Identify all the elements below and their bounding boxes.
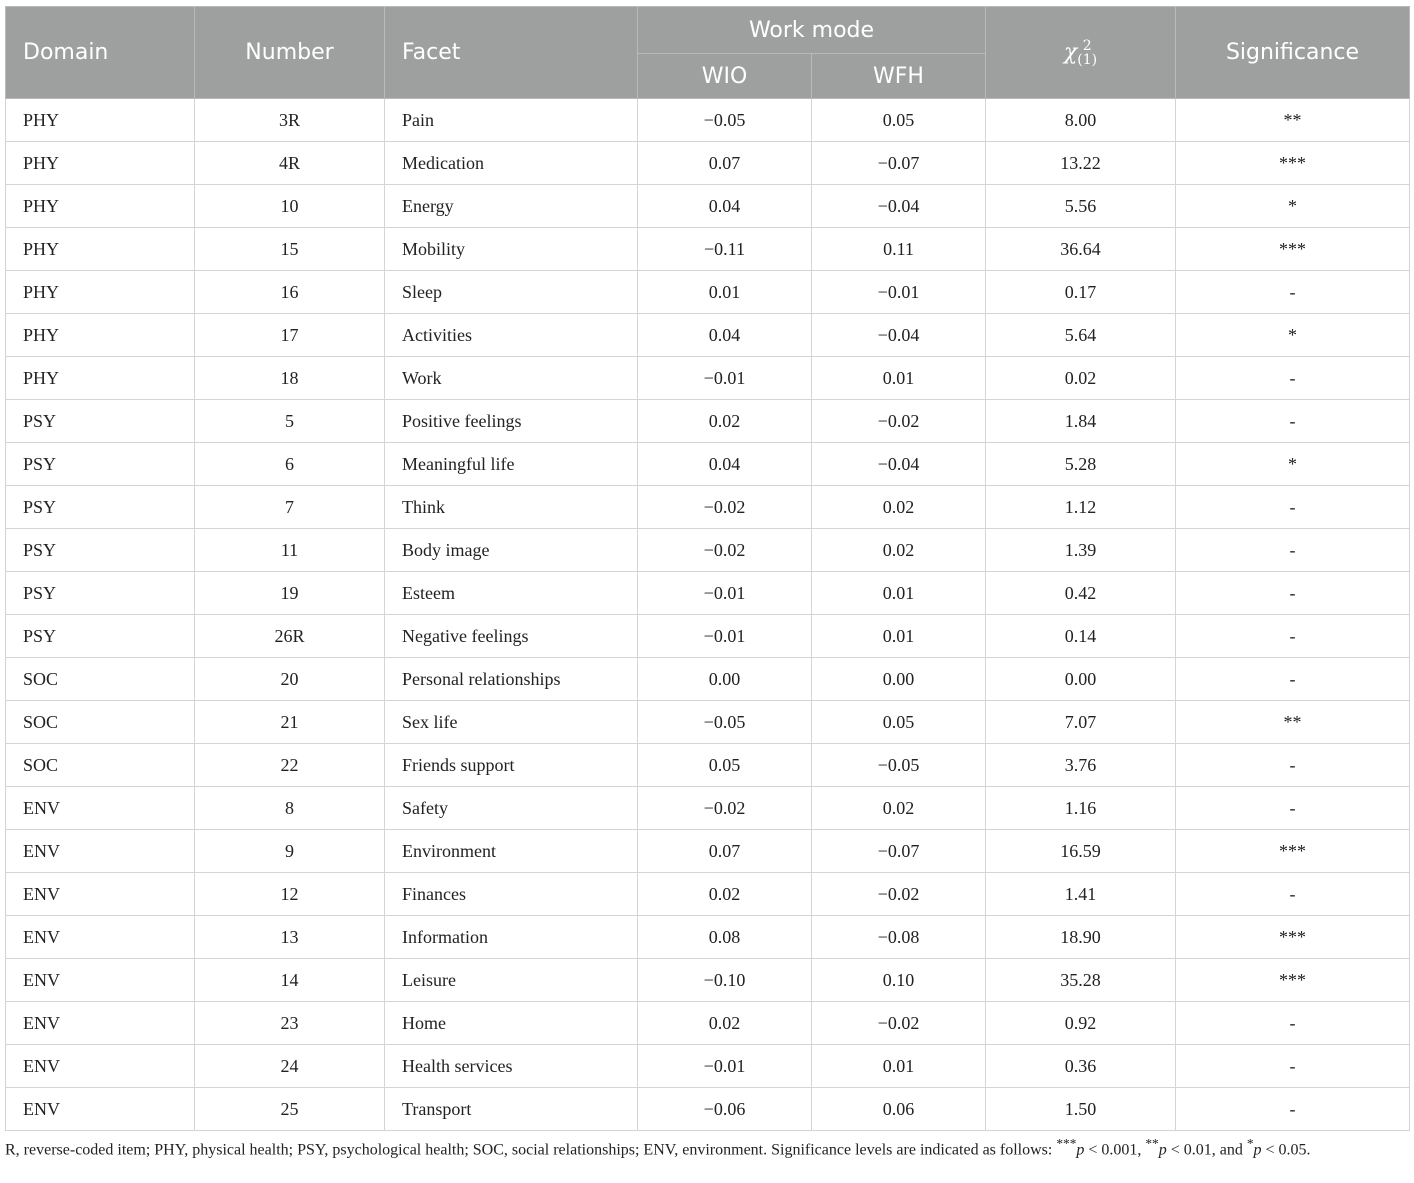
cell-wfh: 0.00 [812, 658, 986, 701]
cell-significance: - [1176, 787, 1410, 830]
cell-significance: *** [1176, 142, 1410, 185]
cell-number: 14 [195, 959, 385, 1002]
cell-domain: PHY [6, 228, 195, 271]
cell-domain: ENV [6, 830, 195, 873]
cell-domain: PSY [6, 486, 195, 529]
footnote-p-symbol: p [1158, 1141, 1167, 1159]
footnote-sig3-cond: < 0.001, [1084, 1141, 1146, 1159]
cell-significance: - [1176, 744, 1410, 787]
cell-wio: 0.02 [638, 400, 812, 443]
cell-wfh: 0.01 [812, 615, 986, 658]
cell-wio: 0.05 [638, 744, 812, 787]
cell-wio: 0.04 [638, 443, 812, 486]
footnote-sig1-stars: * [1246, 1136, 1254, 1151]
cell-facet: Environment [385, 830, 638, 873]
cell-wfh: −0.02 [812, 1002, 986, 1045]
table-row [6, 916, 1410, 959]
table-row [6, 443, 1410, 486]
cell-wio: −0.10 [638, 959, 812, 1002]
cell-wio: 0.02 [638, 1002, 812, 1045]
table-row [6, 486, 1410, 529]
cell-wio: −0.02 [638, 787, 812, 830]
table-row [6, 314, 1410, 357]
cell-significance: *** [1176, 916, 1410, 959]
footnote-sig1-cond: < 0.05. [1261, 1141, 1311, 1159]
col-header-wio: WIO [638, 54, 812, 99]
table-row [6, 185, 1410, 228]
cell-wio: 0.08 [638, 916, 812, 959]
cell-facet: Medication [385, 142, 638, 185]
cell-chi-square: 16.59 [986, 830, 1176, 873]
table-row [6, 228, 1410, 271]
cell-significance: * [1176, 443, 1410, 486]
cell-facet: Leisure [385, 959, 638, 1002]
cell-chi-square: 3.76 [986, 744, 1176, 787]
cell-significance: - [1176, 1045, 1410, 1088]
cell-wfh: −0.04 [812, 185, 986, 228]
table-row [6, 572, 1410, 615]
col-header-domain: Domain [6, 7, 195, 99]
cell-wio: −0.01 [638, 615, 812, 658]
cell-wfh: −0.07 [812, 830, 986, 873]
cell-wfh: 0.05 [812, 701, 986, 744]
cell-wfh: −0.04 [812, 314, 986, 357]
cell-chi-square: 18.90 [986, 916, 1176, 959]
cell-wio: 0.01 [638, 271, 812, 314]
cell-facet: Think [385, 486, 638, 529]
table-row [6, 830, 1410, 873]
table-footnote [5, 1131, 1409, 1163]
col-header-facet: Facet [385, 7, 638, 99]
cell-significance: - [1176, 529, 1410, 572]
cell-wfh: 0.06 [812, 1088, 986, 1131]
cell-chi-square: 5.64 [986, 314, 1176, 357]
cell-number: 11 [195, 529, 385, 572]
cell-domain: ENV [6, 1088, 195, 1131]
cell-facet: Body image [385, 529, 638, 572]
cell-facet: Positive feelings [385, 400, 638, 443]
cell-wfh: −0.02 [812, 400, 986, 443]
cell-number: 9 [195, 830, 385, 873]
cell-number: 19 [195, 572, 385, 615]
cell-wfh: 0.05 [812, 99, 986, 142]
cell-significance: *** [1176, 228, 1410, 271]
cell-facet: Meaningful life [385, 443, 638, 486]
cell-chi-square: 35.28 [986, 959, 1176, 1002]
cell-wfh: 0.02 [812, 529, 986, 572]
col-header-number: Number [195, 7, 385, 99]
cell-wio: 0.04 [638, 314, 812, 357]
col-header-significance: Significance [1176, 7, 1410, 99]
cell-facet: Home [385, 1002, 638, 1045]
cell-wio: −0.11 [638, 228, 812, 271]
chi-superscript: 2 [1082, 37, 1092, 54]
cell-number: 23 [195, 1002, 385, 1045]
cell-facet: Health services [385, 1045, 638, 1088]
cell-domain: SOC [6, 744, 195, 787]
cell-domain: ENV [6, 959, 195, 1002]
table-row [6, 271, 1410, 314]
cell-number: 4R [195, 142, 385, 185]
cell-wio: −0.05 [638, 701, 812, 744]
table-row [6, 701, 1410, 744]
cell-domain: PHY [6, 271, 195, 314]
cell-facet: Sleep [385, 271, 638, 314]
table-row [6, 400, 1410, 443]
cell-number: 5 [195, 400, 385, 443]
footnote-p-symbol: p [1076, 1141, 1085, 1159]
cell-wfh: −0.04 [812, 443, 986, 486]
cell-wio: −0.05 [638, 99, 812, 142]
table-body [6, 99, 1410, 1131]
cell-domain: PSY [6, 400, 195, 443]
cell-chi-square: 0.42 [986, 572, 1176, 615]
cell-wio: 0.02 [638, 873, 812, 916]
cell-facet: Friends support [385, 744, 638, 787]
footnote-sig3-stars: *** [1056, 1136, 1077, 1151]
table-row [6, 873, 1410, 916]
cell-wfh: 0.11 [812, 228, 986, 271]
cell-significance: - [1176, 486, 1410, 529]
table-row [6, 357, 1410, 400]
chi-square-symbol [1063, 37, 1098, 68]
cell-facet: Work [385, 357, 638, 400]
cell-wio: 0.04 [638, 185, 812, 228]
cell-facet: Transport [385, 1088, 638, 1131]
cell-chi-square: 5.56 [986, 185, 1176, 228]
cell-chi-square: 7.07 [986, 701, 1176, 744]
cell-number: 10 [195, 185, 385, 228]
chi-subscript: (1) [1077, 51, 1098, 68]
chi-letter: χ [1063, 39, 1078, 65]
table-row [6, 1088, 1410, 1131]
cell-significance: - [1176, 658, 1410, 701]
cell-wfh: 0.10 [812, 959, 986, 1002]
cell-chi-square: 1.39 [986, 529, 1176, 572]
cell-number: 26R [195, 615, 385, 658]
cell-wio: 0.07 [638, 142, 812, 185]
cell-wfh: 0.01 [812, 1045, 986, 1088]
cell-chi-square: 1.41 [986, 873, 1176, 916]
cell-wfh: −0.02 [812, 873, 986, 916]
cell-facet: Safety [385, 787, 638, 830]
cell-chi-square: 1.12 [986, 486, 1176, 529]
cell-number: 18 [195, 357, 385, 400]
cell-chi-square: 36.64 [986, 228, 1176, 271]
cell-significance: - [1176, 1002, 1410, 1045]
cell-significance: * [1176, 185, 1410, 228]
cell-domain: PSY [6, 615, 195, 658]
cell-wfh: 0.02 [812, 486, 986, 529]
cell-significance: - [1176, 572, 1410, 615]
cell-domain: ENV [6, 1002, 195, 1045]
cell-significance: *** [1176, 830, 1410, 873]
col-header-wfh: WFH [812, 54, 986, 99]
cell-significance: * [1176, 314, 1410, 357]
cell-significance: - [1176, 357, 1410, 400]
cell-wfh: 0.01 [812, 572, 986, 615]
cell-domain: ENV [6, 787, 195, 830]
cell-facet: Activities [385, 314, 638, 357]
cell-number: 12 [195, 873, 385, 916]
cell-chi-square: 0.00 [986, 658, 1176, 701]
cell-domain: PSY [6, 572, 195, 615]
cell-wfh: −0.05 [812, 744, 986, 787]
cell-facet: Negative feelings [385, 615, 638, 658]
cell-domain: PSY [6, 443, 195, 486]
cell-chi-square: 5.28 [986, 443, 1176, 486]
cell-number: 6 [195, 443, 385, 486]
cell-wio: 0.07 [638, 830, 812, 873]
cell-significance: - [1176, 400, 1410, 443]
cell-significance: - [1176, 615, 1410, 658]
table-container [5, 6, 1409, 1131]
cell-number: 21 [195, 701, 385, 744]
cell-facet: Mobility [385, 228, 638, 271]
cell-wio: −0.02 [638, 529, 812, 572]
cell-number: 8 [195, 787, 385, 830]
cell-chi-square: 0.36 [986, 1045, 1176, 1088]
cell-significance: - [1176, 271, 1410, 314]
cell-number: 24 [195, 1045, 385, 1088]
cell-facet: Personal relationships [385, 658, 638, 701]
cell-domain: PSY [6, 529, 195, 572]
cell-wio: −0.01 [638, 1045, 812, 1088]
cell-domain: PHY [6, 142, 195, 185]
cell-wio: −0.01 [638, 357, 812, 400]
cell-domain: PHY [6, 357, 195, 400]
cell-number: 17 [195, 314, 385, 357]
footnote-abbreviations: R, reverse-coded item; PHY, physical health; PSY, psychological health; SOC, social relationships; ENV, environment. Significance levels are indicated as follows: [5, 1141, 1057, 1159]
table-row [6, 959, 1410, 1002]
table-header [6, 7, 1410, 99]
cell-chi-square: 1.50 [986, 1088, 1176, 1131]
cell-number: 15 [195, 228, 385, 271]
cell-domain: PHY [6, 314, 195, 357]
cell-wio: −0.02 [638, 486, 812, 529]
cell-facet: Pain [385, 99, 638, 142]
footnote-p-symbol: p [1253, 1141, 1262, 1159]
table-row [6, 529, 1410, 572]
cell-number: 3R [195, 99, 385, 142]
cell-chi-square: 1.16 [986, 787, 1176, 830]
results-table [5, 6, 1410, 1131]
cell-domain: ENV [6, 1045, 195, 1088]
cell-chi-square: 0.17 [986, 271, 1176, 314]
cell-domain: SOC [6, 701, 195, 744]
footnote-sig2-cond: < 0.01, and [1166, 1141, 1247, 1159]
cell-number: 22 [195, 744, 385, 787]
cell-significance: *** [1176, 959, 1410, 1002]
cell-domain: ENV [6, 916, 195, 959]
cell-wfh: −0.07 [812, 142, 986, 185]
cell-number: 7 [195, 486, 385, 529]
cell-significance: ** [1176, 99, 1410, 142]
cell-chi-square: 0.92 [986, 1002, 1176, 1045]
cell-significance: - [1176, 873, 1410, 916]
cell-facet: Finances [385, 873, 638, 916]
cell-wio: −0.06 [638, 1088, 812, 1131]
cell-wfh: −0.01 [812, 271, 986, 314]
cell-chi-square: 13.22 [986, 142, 1176, 185]
cell-number: 20 [195, 658, 385, 701]
cell-significance: - [1176, 1088, 1410, 1131]
cell-domain: ENV [6, 873, 195, 916]
footnote-sig2-stars: ** [1145, 1136, 1159, 1151]
cell-significance: ** [1176, 701, 1410, 744]
cell-number: 13 [195, 916, 385, 959]
table-row [6, 615, 1410, 658]
table-row [6, 744, 1410, 787]
cell-number: 16 [195, 271, 385, 314]
cell-wfh: 0.01 [812, 357, 986, 400]
cell-chi-square: 0.14 [986, 615, 1176, 658]
table-row [6, 787, 1410, 830]
table-row [6, 99, 1410, 142]
table-row [6, 1002, 1410, 1045]
cell-wio: 0.00 [638, 658, 812, 701]
cell-chi-square: 8.00 [986, 99, 1176, 142]
cell-wfh: −0.08 [812, 916, 986, 959]
table-row [6, 1045, 1410, 1088]
cell-facet: Information [385, 916, 638, 959]
col-header-work-mode: Work mode [638, 7, 986, 54]
cell-wio: −0.01 [638, 572, 812, 615]
cell-chi-square: 0.02 [986, 357, 1176, 400]
table-row [6, 142, 1410, 185]
cell-facet: Esteem [385, 572, 638, 615]
col-header-chi-square [986, 7, 1176, 99]
cell-domain: PHY [6, 99, 195, 142]
cell-wfh: 0.02 [812, 787, 986, 830]
cell-facet: Energy [385, 185, 638, 228]
cell-facet: Sex life [385, 701, 638, 744]
cell-chi-square: 1.84 [986, 400, 1176, 443]
cell-domain: SOC [6, 658, 195, 701]
table-row [6, 658, 1410, 701]
cell-number: 25 [195, 1088, 385, 1131]
cell-domain: PHY [6, 185, 195, 228]
